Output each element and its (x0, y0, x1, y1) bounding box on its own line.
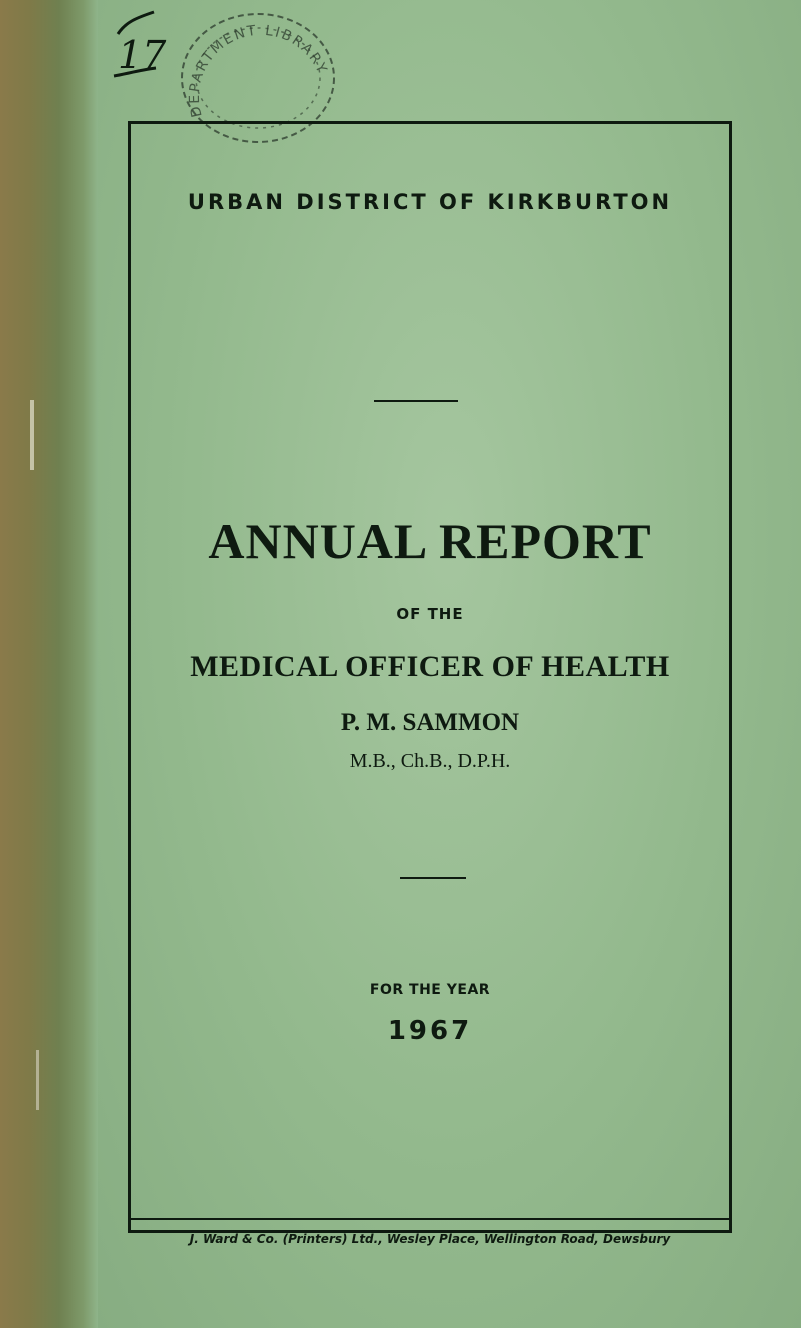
district-heading: URBAN DISTRICT OF KIRKBURTON (187, 190, 673, 214)
corner-mark-text: 17 (118, 33, 167, 77)
for-the-year-label: FOR THE YEAR (369, 982, 491, 998)
report-title: ANNUAL REPORT (208, 513, 652, 569)
author-name: P. M. SAMMON (340, 709, 520, 736)
handwritten-mark (106, 4, 176, 84)
of-the-text: OF THE (396, 605, 464, 623)
printer-imprint: J. Ward & Co. (Printers) Ltd., Wesley Place, Wellington Road, Dewsbury (189, 1232, 671, 1246)
divider-bottom (400, 877, 466, 879)
report-subtitle: MEDICAL OFFICER OF HEALTH (190, 650, 670, 683)
divider-top (374, 400, 458, 402)
author-qualifications: M.B., Ch.B., D.P.H. (349, 750, 511, 772)
report-year: 1967 (387, 1016, 473, 1046)
svg-text:DEPARTMENT LIBRARY (187, 23, 330, 119)
spine-binding (0, 0, 98, 1328)
frame-bottom-rule (128, 1218, 732, 1220)
stamp-text: DEPARTMENT LIBRARY (186, 22, 331, 119)
